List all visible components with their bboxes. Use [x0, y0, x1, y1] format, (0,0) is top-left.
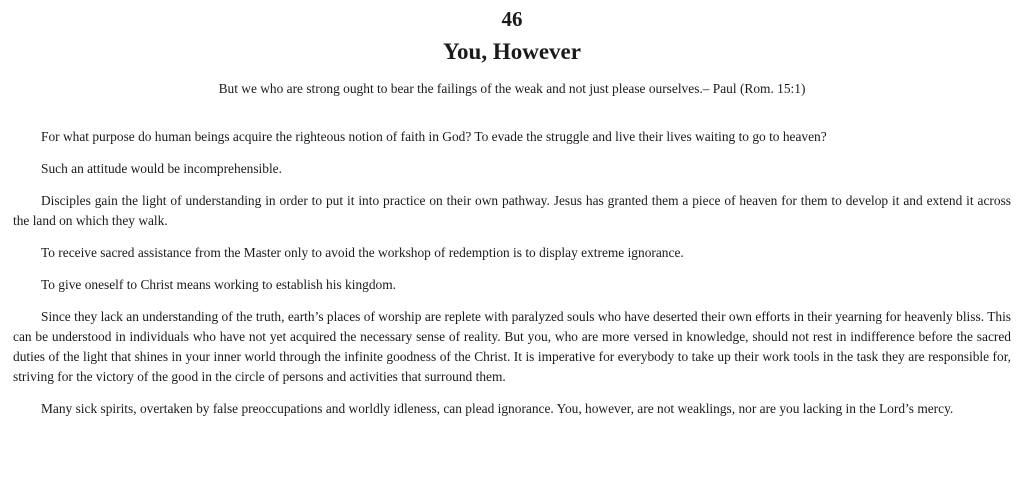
chapter-title: You, However [443, 39, 581, 64]
paragraph: Many sick spirits, overtaken by false preoccupations and worldly idleness, can plead ignorance. You, however, are not weaklings, nor are you lacking in the Lord’s mercy. [41, 401, 954, 416]
paragraph: For what purpose do human beings acquire the righteous notion of faith in God? To evade the struggle and live their lives waiting to go to heaven? [41, 129, 827, 144]
paragraph: Since they lack an understanding of the truth, earth’s places of worship are replete with paralyzed souls who have deserted their own efforts in their yearning for heavenly bliss. This can be understood in individuals who have not yet acquired the necessary sense of reality. But you, who are more versed in knowledge, should not rest in indifference before the sacred duties of the light that shines in your inner world through the infinite goodness of the Christ. It is imperative for everybody to take up their work tools in the task they are responsible for, striving for the victory of the good in the circle of persons and activities that surround them. [13, 309, 1011, 384]
epigraph: But we who are strong ought to bear the failings of the weak and not just please ourselves.– Paul (Rom. 15:1) [218, 81, 806, 96]
paragraph: To receive sacred assistance from the Master only to avoid the workshop of redemption is to display extreme ignorance. [41, 245, 684, 260]
paragraph: Such an attitude would be incomprehensible. [41, 161, 282, 176]
paragraph: To give oneself to Christ means working to establish his kingdom. [41, 277, 396, 292]
chapter-number: 46 [501, 7, 523, 31]
paragraph: Disciples gain the light of understanding in order to put it into practice on their own pathway. Jesus has granted them a piece of heaven for them to develop it and extend it across the land on which they walk. [13, 193, 1011, 228]
body-text [13, 127, 1011, 419]
